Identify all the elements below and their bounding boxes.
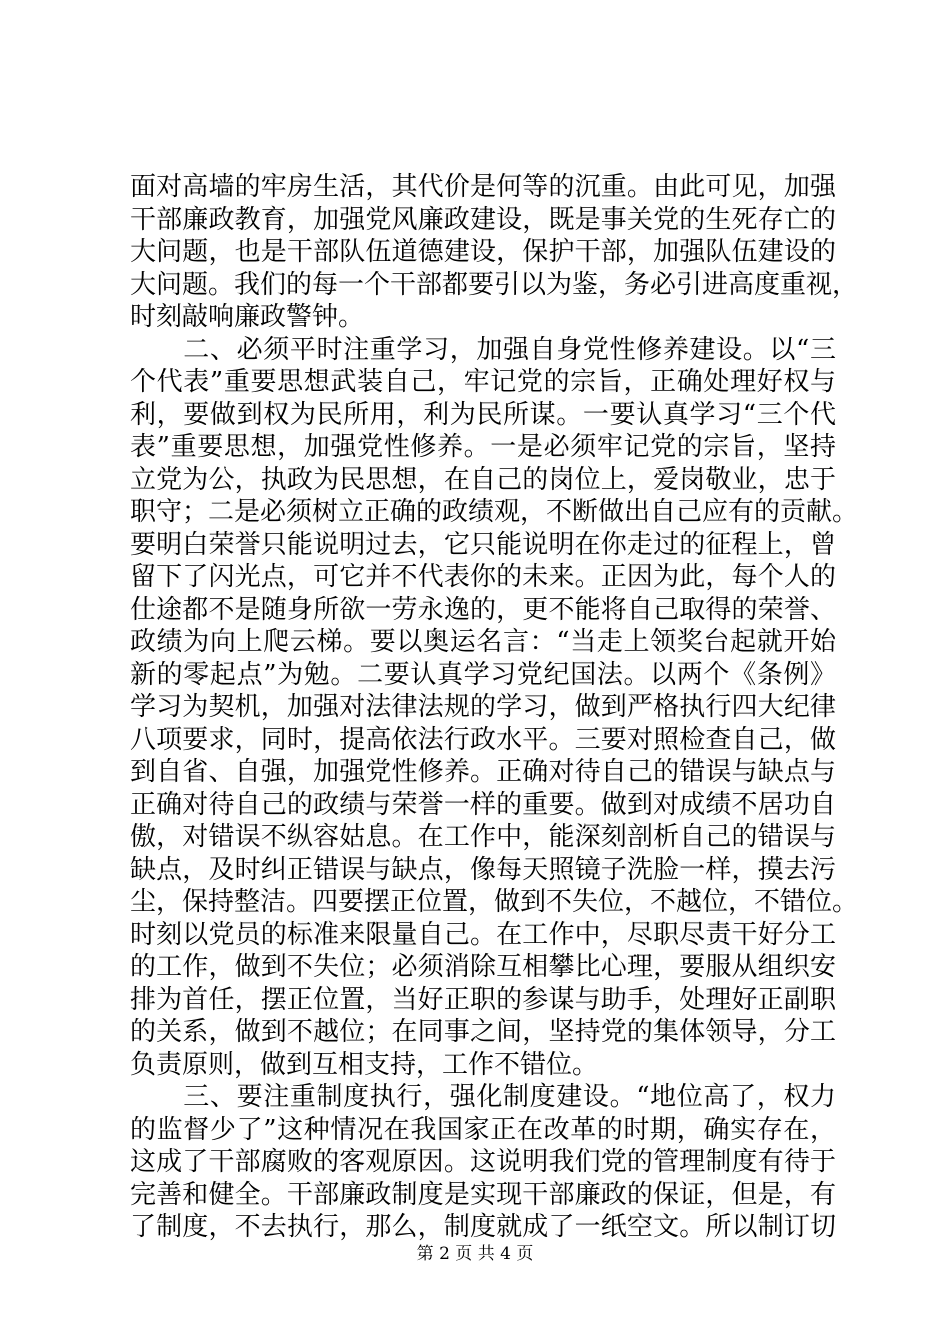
text-line-1: 面对高墙的牢房生活，其代价是何等的沉重。由此可见，加强 [130, 172, 836, 202]
text-line-29: 三、要注重制度执行，强化制度建设。“地位高了，权力 [130, 1082, 836, 1112]
text-line-2: 干部廉政教育，加强党风廉政建设，既是事关党的生死存亡的 [130, 204, 836, 235]
text-line-12: 要明白荣誉只能说明过去，它只能说明在你走过的征程上，曾 [130, 529, 836, 560]
text-line-15: 政绩为向上爬云梯。要以奥运名言：“当走上领奖台起就开始 [130, 627, 836, 657]
text-line-25: 的工作，做到不失位；必须消除互相攀比心理，要服从组织安 [130, 952, 836, 982]
text-line-30: 的监督少了”这种情况在我国家正在改革的时期，确实存在， [130, 1114, 836, 1145]
text-line-24: 时刻以党员的标准来限量自己。在工作中，尽职尽责干好分工 [130, 919, 836, 950]
page-number: 第 2 页 共 4 页 [416, 1244, 534, 1264]
text-line-21: 傲，对错误不纵容姑息。在工作中，能深刻剖析自己的错误与 [130, 822, 836, 852]
text-line-9: 表”重要思想，加强党性修养。一是必须牢记党的宗旨，坚持 [130, 432, 836, 462]
text-line-4: 大问题。我们的每一个干部都要引以为鉴，务必引进高度重视， [130, 269, 859, 300]
text-line-6: 二、必须平时注重学习，加强自身党性修养建设。以“三 [130, 334, 836, 365]
text-line-32: 完善和健全。干部廉政制度是实现干部廉政的保证，但是，有 [130, 1179, 836, 1210]
text-line-22: 缺点，及时纠正错误与缺点，像每天照镜子洗脸一样，摸去污 [130, 854, 836, 885]
body-text [130, 171, 859, 1244]
text-line-27: 的关系，做到不越位；在同事之间，坚持党的集体领导，分工 [130, 1017, 836, 1047]
text-line-17: 学习为契机，加强对法律法规的学习，做到严格执行四大纪律 [130, 692, 836, 722]
text-line-11: 职守；二是必须树立正确的政绩观，不断做出自己应有的贡献。 [130, 497, 859, 527]
text-line-20: 正确对待自己的政绩与荣誉一样的重要。做到对成绩不居功自 [130, 789, 836, 820]
text-line-31: 这成了干部腐败的客观原因。这说明我们党的管理制度有待于 [130, 1147, 836, 1177]
text-line-8: 利，要做到权为民所用，利为民所谋。一要认真学习“三个代 [130, 399, 836, 430]
text-line-26: 排为首任，摆正位置，当好正职的参谋与助手，处理好正副职 [130, 984, 836, 1015]
text-line-33: 了制度，不去执行，那么，制度就成了一纸空文。所以制订切 [130, 1212, 836, 1242]
text-line-5: 时刻敲响廉政警钟。 [130, 302, 365, 332]
text-line-10: 立党为公，执政为民思想，在自己的岗位上，爱岗敬业，忠于 [130, 464, 836, 495]
text-line-14: 仕途都不是随身所欲一劳永逸的，更不能将自己取得的荣誉、 [130, 594, 836, 625]
text-line-3: 大问题，也是干部队伍道德建设，保护干部，加强队伍建设的 [130, 237, 836, 267]
text-line-13: 留下了闪光点，可它并不代表你的未来。正因为此，每个人的 [130, 562, 836, 592]
text-line-7: 个代表”重要思想武装自己，牢记党的宗旨，正确处理好权与 [130, 367, 836, 397]
text-line-28: 负责原则，做到互相支持，工作不错位。 [130, 1049, 599, 1080]
text-line-18: 八项要求，同时，提高依法行政水平。三要对照检查自己，做 [130, 724, 836, 755]
page-footer [0, 1243, 950, 1265]
text-line-19: 到自省、自强，加强党性修养。正确对待自己的错误与缺点与 [130, 757, 836, 787]
text-line-16: 新的零起点”为勉。二要认真学习党纪国法。以两个《条例》 [130, 659, 836, 690]
text-line-23: 尘，保持整洁。四要摆正位置，做到不失位，不越位，不错位。 [130, 887, 859, 917]
